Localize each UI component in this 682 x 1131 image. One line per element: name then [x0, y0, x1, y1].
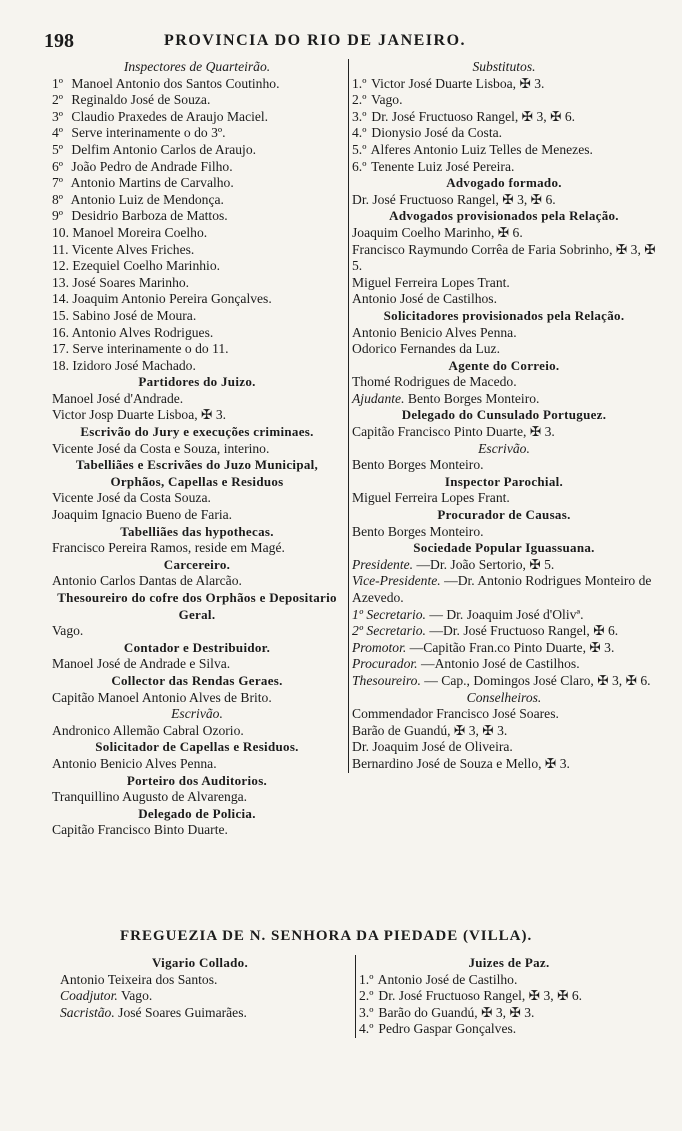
entry-number: 9º: [52, 208, 64, 224]
numbered-entry: [52, 142, 342, 159]
name-entry: Miguel Ferreira Lopes Frant.: [352, 490, 510, 506]
numbered-entry: [359, 972, 659, 989]
entry-text: Serve interinamente o do 11.: [72, 341, 229, 357]
role-label: Vice-Presidente.: [352, 573, 441, 589]
role-holder: —Dr. João Sertorio, ✠ 5.: [416, 556, 555, 572]
entry-number: 2.º: [359, 988, 374, 1004]
numbered-entry: [52, 308, 342, 325]
section-heading: Advogado formado.: [446, 175, 562, 191]
entry-text: Reginaldo José de Souza.: [71, 92, 211, 108]
section-heading: Solicitadores provisionados pela Relação.: [383, 307, 625, 323]
name-entry: Bernardino José de Souza e Mello, ✠ 3.: [352, 755, 570, 771]
entry-text: Antonio José de Castilho.: [377, 971, 518, 987]
entry-number: 2º: [52, 92, 64, 108]
entry-number: 17.: [52, 341, 69, 357]
entry-text: João Pedro de Andrade Filho.: [71, 158, 233, 174]
entry-text: Dr. José Fructuoso Rangel, ✠ 3, ✠ 6.: [378, 988, 583, 1004]
role-entry: [352, 623, 656, 640]
role-entry: [352, 607, 656, 624]
name-entry: Miguel Ferreira Lopes Trant.: [352, 274, 510, 290]
italic-subheading: Substitutos.: [472, 59, 536, 74]
italic-subheading: Conselheiros.: [466, 689, 542, 705]
entry-number: 15.: [52, 307, 69, 323]
section-heading: Sociedade Popular Iguassuana.: [413, 540, 595, 556]
numbered-entry: [52, 109, 342, 126]
entry-text: Vago.: [371, 92, 403, 108]
right-column: [348, 59, 656, 773]
section-heading: Carcereiro.: [163, 556, 231, 572]
role-label: Promotor.: [352, 639, 407, 655]
role-label: 2º Secretario.: [352, 623, 426, 639]
entry-text: Ezequiel Coelho Marinhio.: [72, 258, 221, 274]
entry-text: Manoel Moreira Coelho.: [72, 224, 208, 240]
numbered-entry: [359, 988, 659, 1005]
entry-text: Izidoro José Machado.: [72, 357, 196, 373]
italic-subheading: Escrivão.: [478, 440, 530, 456]
role-holder: —Dr. Antonio Rodrigues Monteiro de Azevedo.: [352, 573, 652, 605]
entry-text: Sabino José de Moura.: [72, 307, 197, 323]
entry-text: Pedro Gaspar Gonçalves.: [378, 1021, 517, 1037]
role-entry: [60, 1005, 340, 1022]
entry-text: Victor José Duarte Lisboa, ✠ 3.: [371, 75, 545, 91]
role-holder: —Capitão Fran.co Pinto Duarte, ✠ 3.: [409, 639, 615, 655]
numbered-entry: [52, 76, 342, 93]
name-entry: Odorico Fernandes da Luz.: [352, 341, 500, 357]
name-entry: Vago.: [52, 623, 84, 639]
name-entry: Antonio Benicio Alves Penna.: [352, 324, 517, 340]
page-number: 198: [44, 30, 74, 52]
entry-number: 10.: [52, 224, 69, 240]
entry-text: Delfim Antonio Carlos de Araujo.: [71, 141, 257, 157]
numbered-entry: [52, 225, 342, 242]
numbered-entry: [352, 142, 656, 159]
name-entry: Victor Josp Duarte Lisboa, ✠ 3.: [52, 407, 227, 423]
entry-text: Joaquim Antonio Pereira Gonçalves.: [72, 291, 272, 307]
entry-text: Dr. José Fructuoso Rangel, ✠ 3, ✠ 6.: [371, 108, 576, 124]
entry-number: 4.º: [359, 1021, 374, 1037]
role-entry: [352, 656, 656, 673]
name-entry: Dr. José Fructuoso Rangel, ✠ 3, ✠ 6.: [352, 191, 556, 207]
bottom-right-column: [355, 955, 659, 1038]
entry-number: 6.º: [352, 158, 367, 174]
name-entry: Tranquillino Augusto de Alvarenga.: [52, 789, 248, 805]
entry-text: Dionysio José da Costa.: [371, 125, 503, 141]
entry-number: 8º: [52, 191, 64, 207]
entry-number: 3.º: [352, 108, 367, 124]
numbered-entry: [52, 341, 342, 358]
role-holder: Bento Borges Monteiro.: [407, 390, 540, 406]
entry-text: Serve interinamente o do 3º.: [71, 125, 226, 141]
section-heading: Thesoureiro do cofre dos Orphãos e Depositario Geral.: [57, 590, 337, 622]
entry-text: Antonio Alves Rodrigues.: [71, 324, 214, 340]
entry-number: 18.: [52, 357, 69, 373]
section-heading: Delegado de Policia.: [138, 805, 256, 821]
entry-text: Claudio Praxedes de Araujo Maciel.: [71, 108, 269, 124]
role-holder: —Dr. José Fructuoso Rangel, ✠ 6.: [429, 623, 619, 639]
name-entry: Manoel José d'Andrade.: [52, 390, 184, 406]
entry-number: 5º: [52, 141, 64, 157]
numbered-entry: [52, 258, 342, 275]
section-heading: Vigario Collado.: [151, 955, 249, 970]
numbered-entry: [359, 1021, 659, 1038]
entry-text: Barão do Guandú, ✠ 3, ✠ 3.: [378, 1004, 535, 1020]
role-label: Coadjutor.: [60, 988, 118, 1004]
italic-subheading: Inspectores de Quarteirão.: [123, 59, 271, 74]
name-entry: Joaquim Ignacio Bueno de Faria.: [52, 507, 233, 523]
entry-number: 3º: [52, 108, 64, 124]
section-title: FREGUEZIA DE N. SENHORA DA PIEDADE (VILLA).: [120, 928, 533, 944]
entry-number: 4º: [52, 125, 64, 141]
name-entry: Francisco Pereira Ramos, reside em Magé.: [52, 540, 285, 556]
numbered-entry: [52, 325, 342, 342]
entry-number: 1.º: [352, 75, 367, 91]
numbered-entry: [52, 125, 342, 142]
name-entry: Manoel José de Andrade e Silva.: [52, 656, 231, 672]
name-entry: Antonio Carlos Dantas de Alarcão.: [52, 573, 242, 589]
running-title: PROVINCIA DO RIO DE JANEIRO.: [164, 32, 467, 49]
section-heading: Juizes de Paz.: [468, 955, 550, 970]
name-entry: Dr. Joaquim José de Oliveira.: [352, 739, 513, 755]
left-column: [52, 59, 342, 839]
section-heading: Escrivão do Jury e execuções criminaes.: [80, 424, 314, 440]
entry-number: 13.: [52, 274, 69, 290]
numbered-entry: [352, 92, 656, 109]
section-heading: Tabelliães das hypothecas.: [120, 523, 274, 539]
entry-number: 14.: [52, 291, 69, 307]
entry-text: Tenente Luiz José Pereira.: [371, 158, 515, 174]
role-holder: — Cap., Domingos José Claro, ✠ 3, ✠ 6.: [424, 672, 651, 688]
entry-number: 6º: [52, 158, 64, 174]
name-entry: Antonio José de Castilhos.: [352, 291, 497, 307]
name-entry: Capitão Francisco Binto Duarte.: [52, 822, 228, 838]
entry-number: 3.º: [359, 1004, 374, 1020]
numbered-entry: [352, 159, 656, 176]
role-label: Presidente.: [352, 556, 414, 572]
role-label: Thesoureiro.: [352, 672, 421, 688]
entry-text: José Soares Marinho.: [72, 274, 190, 290]
numbered-entry: [52, 175, 342, 192]
name-entry: Antonio Teixeira dos Santos.: [60, 971, 218, 987]
numbered-entry: [52, 159, 342, 176]
entry-text: Antonio Luiz de Mendonça.: [70, 191, 224, 207]
numbered-entry: [52, 242, 342, 259]
entry-text: Antonio Martins de Carvalho.: [70, 175, 234, 191]
entry-number: 2.º: [352, 92, 367, 108]
section-heading: Solicitador de Capellas e Residuos.: [95, 739, 299, 755]
section-heading: Tabelliães e Escrivães do Juzo Municipal, Orphãos, Capellas e Residuos: [75, 457, 319, 489]
numbered-entry: [352, 76, 656, 93]
role-entry: [352, 673, 656, 690]
section-heading: Advogados provisionados pela Relação.: [389, 208, 619, 224]
section-heading: Partidores do Juizo.: [138, 374, 256, 390]
entry-number: 1.º: [359, 971, 374, 987]
numbered-entry: [52, 208, 342, 225]
section-heading: Agente do Correio.: [448, 357, 560, 373]
name-entry: Andronico Allemão Cabral Ozorio.: [52, 722, 244, 738]
entry-number: 12.: [52, 258, 69, 274]
name-entry: Antonio Benicio Alves Penna.: [52, 755, 217, 771]
role-entry: [352, 640, 656, 657]
italic-subheading: Escrivão.: [171, 706, 223, 722]
name-entry: Joaquim Coelho Marinho, ✠ 6.: [352, 224, 523, 240]
entry-number: 16.: [52, 324, 69, 340]
name-entry: Bento Borges Monteiro.: [352, 523, 484, 539]
numbered-entry: [52, 358, 342, 375]
role-holder: Vago.: [120, 988, 153, 1004]
role-holder: —Antonio José de Castilhos.: [421, 656, 580, 672]
role-entry: [352, 391, 656, 408]
numbered-entry: [52, 192, 342, 209]
entry-text: Vicente Alves Friches.: [71, 241, 195, 257]
name-entry: Bento Borges Monteiro.: [352, 457, 484, 473]
bottom-left-column: [60, 955, 340, 1021]
name-entry: Commendador Francisco José Soares.: [352, 706, 559, 722]
numbered-entry: [52, 275, 342, 292]
numbered-entry: [352, 109, 656, 126]
role-label: 1º Secretario.: [352, 606, 426, 622]
role-entry: [352, 573, 656, 606]
section-heading: Porteiro dos Auditorios.: [126, 772, 268, 788]
section-heading: Collector das Rendas Geraes.: [111, 672, 283, 688]
section-heading: Contador e Destribuidor.: [123, 639, 271, 655]
entry-text: Alferes Antonio Luiz Telles de Menezes.: [370, 141, 593, 157]
role-entry: [60, 988, 340, 1005]
numbered-entry: [352, 125, 656, 142]
entry-number: 7º: [52, 175, 64, 191]
role-holder: — Dr. Joaquim José d'Olivª.: [429, 606, 584, 622]
name-entry: Capitão Francisco Pinto Duarte, ✠ 3.: [352, 424, 555, 440]
numbered-entry: [52, 291, 342, 308]
role-label: Procurador.: [352, 656, 418, 672]
role-holder: José Soares Guimarães.: [118, 1004, 247, 1020]
entry-number: 4.º: [352, 125, 367, 141]
entry-number: 1º: [52, 75, 64, 91]
numbered-entry: [359, 1005, 659, 1022]
name-entry: Thomé Rodrigues de Macedo.: [352, 374, 517, 390]
name-entry: Francisco Raymundo Corrêa de Faria Sobrinho, ✠ 3, ✠ 5.: [352, 241, 656, 274]
name-entry: Vicente José da Costa Souza.: [52, 490, 211, 506]
role-entry: [352, 557, 656, 574]
name-entry: Vicente José da Costa e Souza, interino.: [52, 440, 270, 456]
entry-number: 11.: [52, 241, 69, 257]
role-label: Sacristão.: [60, 1004, 115, 1020]
entry-text: Desidrio Barboza de Mattos.: [71, 208, 228, 224]
name-entry: Capitão Manoel Antonio Alves de Brito.: [52, 689, 272, 705]
entry-text: Manoel Antonio dos Santos Coutinho.: [71, 75, 280, 91]
section-heading: Inspector Parochial.: [444, 473, 564, 489]
section-heading: Procurador de Causas.: [437, 507, 571, 523]
section-heading: Delegado do Cunsulado Portuguez.: [401, 407, 607, 423]
numbered-entry: [52, 92, 342, 109]
role-label: Ajudante.: [352, 390, 405, 406]
entry-number: 5.º: [352, 141, 367, 157]
name-entry: Barão de Guandú, ✠ 3, ✠ 3.: [352, 722, 508, 738]
page-header: [44, 28, 644, 56]
